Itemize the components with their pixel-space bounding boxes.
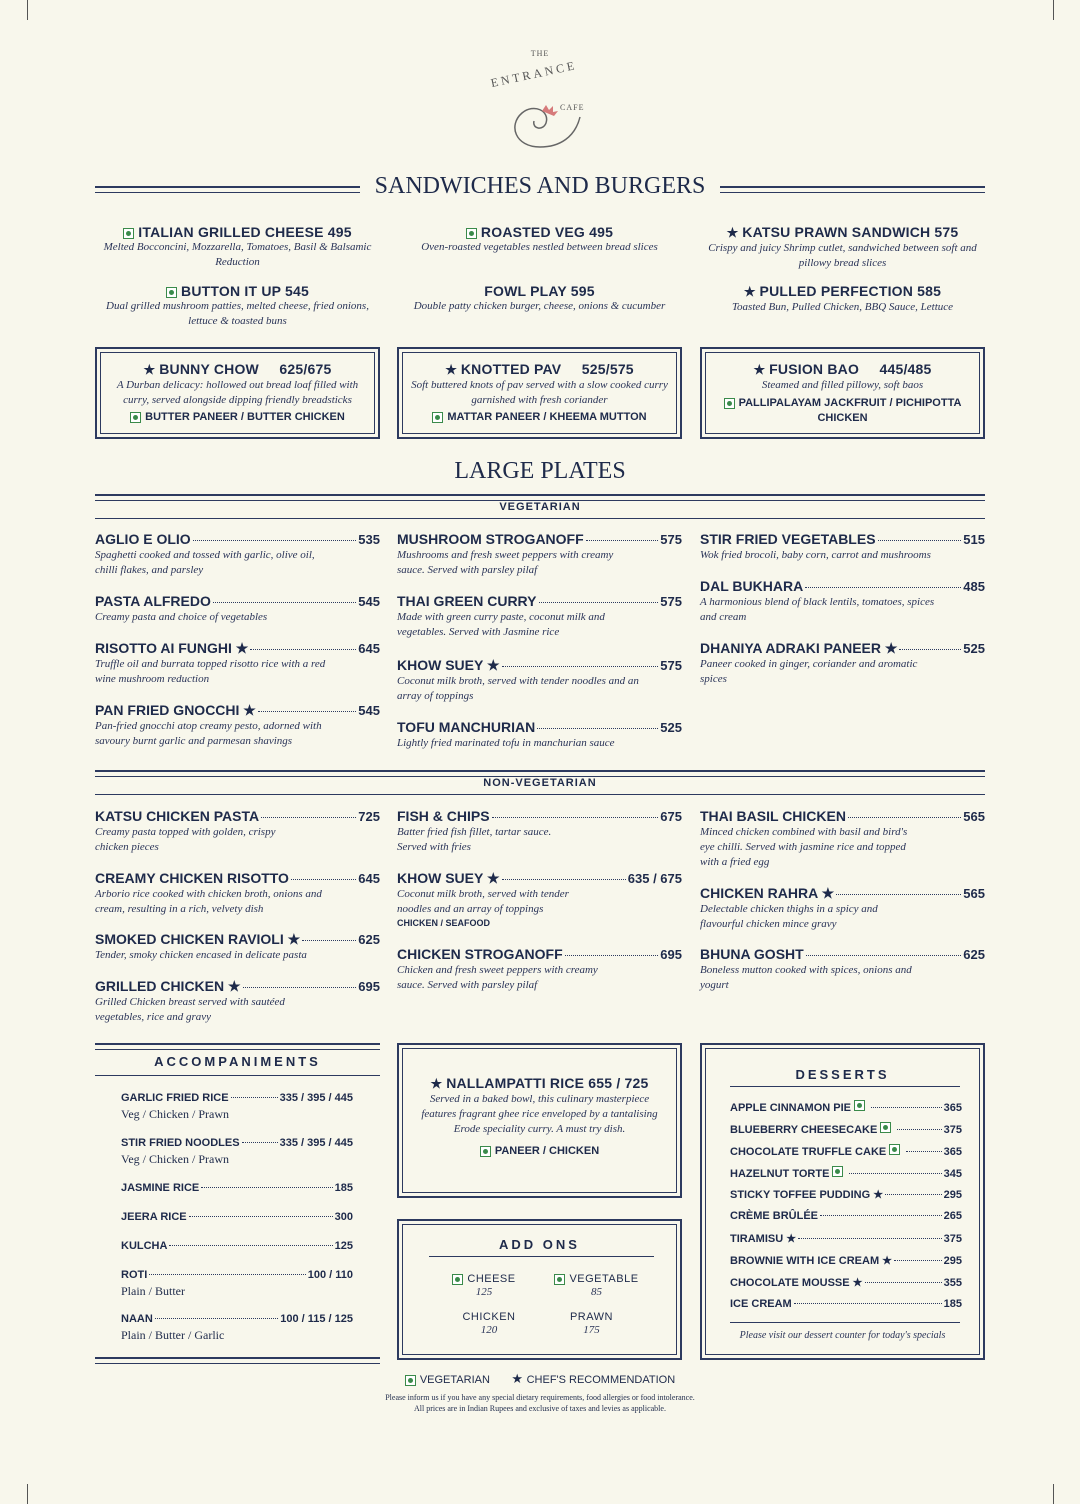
- list-item: BROWNIE WITH ICE CREAM ★ 295: [730, 1255, 962, 1267]
- menu-item: PAN FRIED GNOCCHI ★ 545: [95, 702, 380, 718]
- item-description: Delectable chicken thighs in a spicy and flavourful chicken mince gravy: [700, 903, 878, 930]
- item-description: Dual grilled mushroom patties, melted cheese, fried onions, lettuce & toasted buns: [106, 300, 369, 327]
- footer-line: Please inform us if you have any special dietary requirements, food allergies or food intolerance.: [385, 1393, 695, 1402]
- menu-item: STIR FRIED VEGETABLES 515: [700, 531, 985, 547]
- item-description: Arborio rice cooked with chicken broth, onions and cream, resulting in a rich, velvety dish: [95, 888, 322, 915]
- item-description: Creamy pasta topped with golden, crispy chicken pieces: [95, 826, 276, 853]
- veg-icon: [480, 1146, 491, 1157]
- divider: [95, 1357, 380, 1364]
- veg-icon: [724, 398, 735, 409]
- star-icon: ★: [743, 284, 760, 299]
- dessert-note: Please visit our dessert counter for today's specials: [739, 1330, 946, 1341]
- section-title-accompaniments: ACCOMPANIMENTS: [154, 1054, 321, 1069]
- item-description: Batter fried fish fillet, tartar sauce. Served with fries: [397, 826, 552, 853]
- menu-item: TOFU MANCHURIAN 525: [397, 719, 682, 735]
- list-item: BLUEBERRY CHEESECAKE 375: [730, 1124, 962, 1136]
- crop-mark: [1053, 1484, 1054, 1504]
- logo: [480, 45, 600, 160]
- item-description: Mushrooms and fresh sweet peppers with creamy sauce. Served with parsley pilaf: [397, 549, 614, 576]
- menu-item: CHICKEN RAHRA ★ 565: [700, 885, 985, 901]
- list-item: KULCHA 125: [121, 1240, 353, 1252]
- menu-item: AGLIO E OLIO 535: [95, 531, 380, 547]
- menu-item: FISH & CHIPS 675: [397, 808, 682, 824]
- divider: [730, 1322, 960, 1323]
- item-description: Made with green curry paste, coconut milk and vegetables. Served with Jasmine rice: [397, 611, 605, 638]
- list-item: CHOCOLATE MOUSSE ★ 355: [730, 1277, 962, 1289]
- footer-line: All prices are in Indian Rupees and exclusive of taxes and levies as applicable.: [414, 1404, 666, 1413]
- divider: [95, 494, 985, 501]
- subheading-vegetarian: VEGETARIAN: [499, 501, 581, 513]
- addon-item: CHEESE 125: [429, 1273, 539, 1300]
- item-description: Served in a baked bowl, this culinary masterpiece features fragrant ghee rice enveloped by a tantalising Erode speciality curry. A must try dish.: [421, 1093, 658, 1135]
- section-title-large-plates: LARGE PLATES: [454, 458, 626, 484]
- addon-item: CHICKEN 120: [462, 1311, 516, 1336]
- menu-item: ITALIAN GRILLED CHEESE 495 Melted Bocconcini, Mozzarella, Tomatoes, Basil & Balsamic Reduction: [95, 224, 380, 270]
- item-description: Chicken and fresh sweet peppers with creamy sauce. Served with parsley pilaf: [397, 964, 598, 991]
- veg-icon: [880, 1122, 891, 1133]
- menu-item: ★ KATSU PRAWN SANDWICH 575 Crispy and juicy Shrimp cutlet, sandwiched between soft and pillowy bread slices: [700, 224, 985, 271]
- divider: [95, 1075, 380, 1076]
- star-icon: ★: [430, 1076, 447, 1091]
- item-description: Melted Bocconcini, Mozzarella, Tomatoes, Basil & Balsamic Reduction: [103, 241, 372, 268]
- star-icon: ★: [143, 362, 160, 377]
- item-description: Toasted Bun, Pulled Chicken, BBQ Sauce, Lettuce: [731, 301, 954, 313]
- item-description: Grilled Chicken breast served with sautéed vegetables, rice and gravy: [95, 996, 285, 1023]
- list-item: TIRAMISU ★ 375: [730, 1233, 962, 1245]
- list-item: APPLE CINNAMON PIE 365: [730, 1102, 962, 1114]
- star-icon: ★: [726, 225, 743, 240]
- divider: [95, 1043, 380, 1050]
- item-description: Creamy pasta and choice of vegetables: [95, 611, 268, 623]
- desserts-box: [700, 1043, 985, 1360]
- list-item: CRÈME BRÛLÉE 265: [730, 1210, 962, 1222]
- veg-icon: [554, 1274, 565, 1285]
- star-icon: ★: [753, 362, 770, 377]
- divider: [95, 794, 985, 795]
- menu-item: DHANIYA ADRAKI PANEER ★ 525: [700, 640, 985, 656]
- special-box: ★ BUNNY CHOW 625/675 A Durban delicacy: hollowed out bread loaf filled with curry, served alongside dipping friendly breadsticks BUTTER PANEER / BUTTER CHICKEN: [95, 347, 380, 439]
- list-item: JASMINE RICE 185: [121, 1182, 353, 1194]
- special-box: ★ FUSION BAO 445/485 Steamed and filled pillowy, soft baos PALLIPALAYAM JACKFRUIT / PICHIPOTTA CHICKEN: [700, 347, 985, 439]
- item-description: Double patty chicken burger, cheese, onions & cucumber: [413, 300, 666, 312]
- section-title-desserts: DESSERTS: [795, 1067, 890, 1082]
- item-description: Crispy and juicy Shrimp cutlet, sandwiched between soft and pillowy bread slices: [708, 242, 977, 269]
- menu-item: CHICKEN STROGANOFF 695: [397, 946, 682, 962]
- item-description: Spaghetti cooked and tossed with garlic, olive oil, chilli flakes, and parsley: [95, 549, 315, 576]
- menu-item: SMOKED CHICKEN RAVIOLI ★ 625: [95, 931, 380, 947]
- list-item: STICKY TOFFEE PUDDING ★ 295: [730, 1189, 962, 1201]
- item-description: Coconut milk broth, served with tender noodles and an array of toppings: [397, 888, 569, 915]
- special-box: ★ KNOTTED PAV 525/575 Soft buttered knots of pav served with a slow cooked curry garnished with fresh coriander MATTAR PANEER / KHEEMA MUTTON: [397, 347, 682, 439]
- menu-item: DAL BUKHARA 485: [700, 578, 985, 594]
- logo-entrance: ENTRANCE: [489, 58, 579, 91]
- list-item: ROTI 100 / 110 Plain / Butter: [121, 1269, 353, 1298]
- item-description: Pan-fried gnocchi atop creamy pesto, adorned with savoury burnt garlic and parmesan shavings: [95, 720, 322, 747]
- divider: [95, 186, 360, 193]
- list-item: GARLIC FRIED RICE 335 / 395 / 445 Veg / Chicken / Prawn: [121, 1092, 353, 1121]
- addon-item: PRAWN 175: [569, 1311, 614, 1336]
- veg-icon: [466, 228, 477, 239]
- list-item: CHOCOLATE TRUFFLE CAKE 365: [730, 1146, 962, 1158]
- star-icon: ★: [511, 1371, 527, 1386]
- list-item: JEERA RICE 300: [121, 1211, 353, 1223]
- list-item: STIR FRIED NOODLES 335 / 395 / 445 Veg / Chicken / Prawn: [121, 1137, 353, 1166]
- item-description: Soft buttered knots of pav served with a slow cooked curry garnished with fresh coriander: [411, 379, 668, 406]
- menu-item: RISOTTO AI FUNGHI ★ 645: [95, 640, 380, 656]
- menu-item: THAI GREEN CURRY 575: [397, 593, 682, 609]
- menu-item: KHOW SUEY ★ 575: [397, 657, 682, 673]
- divider: [720, 186, 985, 193]
- divider: [429, 1256, 654, 1257]
- veg-icon: [889, 1144, 900, 1155]
- item-description: Boneless mutton cooked with spices, onions and yogurt: [700, 964, 912, 991]
- item-options: CHICKEN / SEAFOOD: [397, 918, 491, 928]
- item-description: Wok fried brocoli, baby corn, carrot and mushrooms: [700, 549, 931, 561]
- menu-item: BUTTON IT UP 545 Dual grilled mushroom patties, melted cheese, fried onions, lettuce & toasted buns: [95, 283, 380, 329]
- crop-mark: [27, 1484, 28, 1504]
- menu-item: CREAMY CHICKEN RISOTTO 645: [95, 870, 380, 886]
- menu-item: BHUNA GOSHT 625: [700, 946, 985, 962]
- list-item: NAAN 100 / 115 / 125 Plain / Butter / Garlic: [121, 1313, 353, 1342]
- item-description: Paneer cooked in ginger, coriander and aromatic spices: [700, 658, 918, 685]
- accompaniments-list: [121, 1092, 353, 1357]
- menu-item: MUSHROOM STROGANOFF 575: [397, 531, 682, 547]
- star-icon: ★: [445, 362, 461, 377]
- section-title-add-ons: ADD ONS: [499, 1237, 580, 1252]
- item-description: Truffle oil and burrata topped risotto rice with a red wine mushroom reduction: [95, 658, 326, 685]
- crop-mark: [27, 0, 28, 20]
- menu-item: ROASTED VEG 495 Oven-roasted vegetables nestled between bread slices: [397, 224, 682, 255]
- veg-icon: [405, 1375, 416, 1386]
- item-description: Steamed and filled pillowy, soft baos: [761, 379, 924, 391]
- menu-item: THAI BASIL CHICKEN 565: [700, 808, 985, 824]
- divider: [95, 518, 985, 519]
- veg-icon: [130, 412, 141, 423]
- logo-the: THE: [530, 49, 550, 58]
- veg-icon: [166, 287, 177, 298]
- item-description: Lightly fried marinated tofu in manchurian sauce: [397, 737, 615, 749]
- veg-icon: [832, 1166, 843, 1177]
- veg-icon: [123, 228, 134, 239]
- menu-item: ★ PULLED PERFECTION 585 Toasted Bun, Pulled Chicken, BBQ Sauce, Lettuce: [700, 283, 985, 315]
- crop-mark: [1053, 0, 1054, 20]
- footer: [0, 1392, 1080, 1414]
- veg-icon: [432, 412, 443, 423]
- menu-item: PASTA ALFREDO 545: [95, 593, 380, 609]
- item-description: A harmonious blend of black lentils, tomatoes, spices and cream: [700, 596, 935, 623]
- veg-icon: [452, 1274, 463, 1285]
- subheading-non-vegetarian: NON-VEGETARIAN: [483, 777, 597, 789]
- legend: VEGETARIAN ★ CHEF'S RECOMMENDATION: [0, 1371, 1080, 1387]
- section-title-sandwiches: SANDWICHES AND BURGERS: [374, 173, 706, 199]
- menu-item: GRILLED CHICKEN ★ 695: [95, 978, 380, 994]
- item-description: Oven-roasted vegetables nestled between bread slices: [421, 241, 658, 253]
- desserts-list: [730, 1100, 962, 1320]
- veg-icon: [854, 1100, 865, 1111]
- addons-box: [397, 1219, 682, 1360]
- menu-item: KHOW SUEY ★ 635 / 675: [397, 870, 682, 886]
- list-item: ICE CREAM 185: [730, 1298, 962, 1310]
- logo-cafe: CAFE: [560, 103, 585, 112]
- menu-item: KATSU CHICKEN PASTA 725: [95, 808, 380, 824]
- item-description: Tender, smoky chicken encased in delicate pasta: [95, 949, 307, 961]
- addon-item: VEGETABLE 85: [534, 1273, 659, 1300]
- divider: [95, 770, 985, 777]
- special-box: ★ NALLAMPATTI RICE 655 / 725 Served in a baked bowl, this culinary masterpiece features fragrant ghee rice enveloped by a tantalising Erode speciality curry. A must try dish. PANEER / CHICKEN: [397, 1043, 682, 1198]
- divider: [730, 1086, 960, 1087]
- item-description: A Durban delicacy: hollowed out bread loaf filled with curry, served alongside dipping friendly breadsticks: [116, 379, 359, 406]
- menu-item: FOWL PLAY 595 Double patty chicken burger, cheese, onions & cucumber: [397, 283, 682, 314]
- item-description: Minced chicken combined with basil and bird's eye chilli. Served with jasmine rice and topped with a fried egg: [700, 826, 908, 868]
- item-description: Coconut milk broth, served with tender noodles and an array of toppings: [397, 675, 639, 702]
- list-item: HAZELNUT TORTE 345: [730, 1168, 962, 1180]
